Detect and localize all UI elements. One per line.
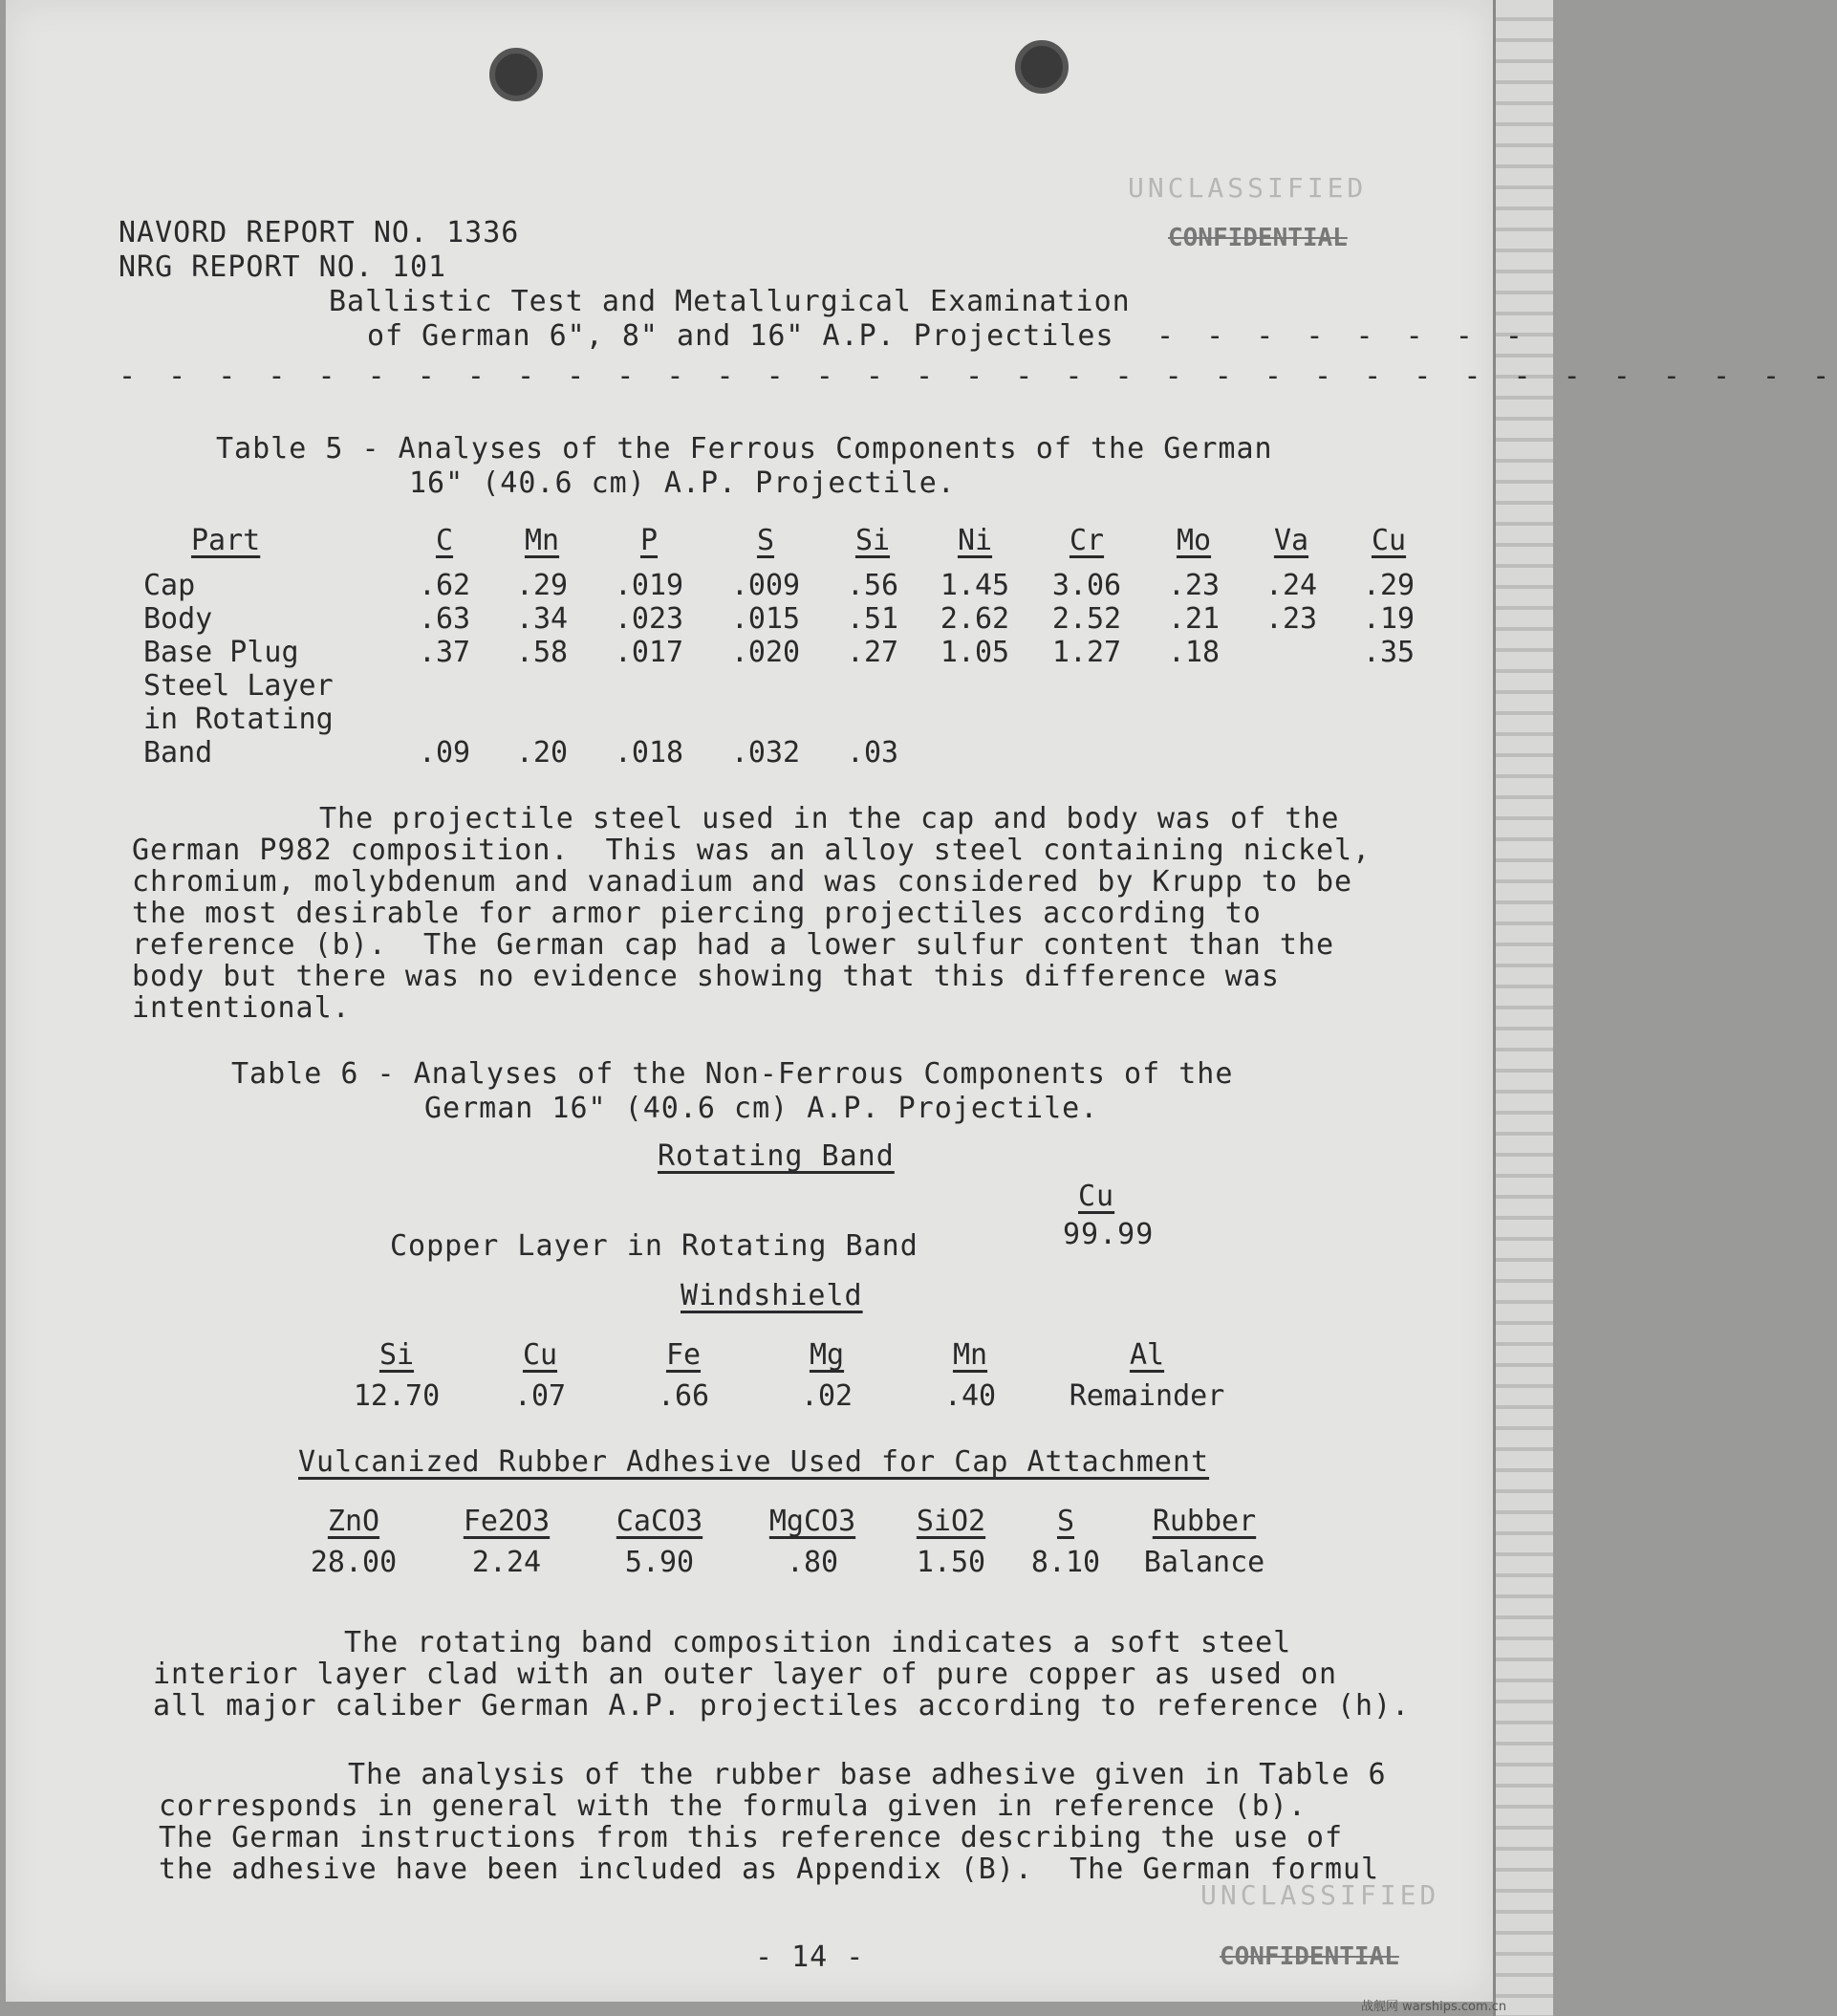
rotating-band-value: 99.99 — [1063, 1218, 1155, 1251]
table-row — [277, 1542, 1290, 1583]
cell: .20 — [515, 736, 569, 770]
cell: .56 — [846, 569, 899, 602]
cell: .09 — [418, 736, 471, 770]
dash-rule-right: - - - - - - - - — [1156, 319, 1530, 353]
column-header: Si — [378, 1338, 415, 1372]
column-header: Si — [854, 524, 891, 557]
column-header: P — [639, 524, 659, 557]
cell: .009 — [730, 569, 801, 602]
cell: .023 — [614, 602, 684, 636]
row-label: Base Plug — [143, 636, 299, 669]
cell: .015 — [730, 602, 801, 636]
rotating-band-column-cu: Cu — [1078, 1180, 1115, 1213]
table5-title-line1: Table 5 - Analyses of the Ferrous Components of the German — [216, 432, 1273, 466]
cell: 2.52 — [1051, 602, 1122, 636]
adhesive-table — [277, 1501, 1290, 1583]
cell: .23 — [1264, 602, 1318, 636]
paragraph-adhesive: The analysis of the rubber base adhesive given in Table 6 corresponds in general with the formula given in reference (b). The German instructions from this reference describing the use of the adhesive have been included as Appendix (B). The German formul — [159, 1758, 1387, 1886]
windshield-table — [325, 1334, 1252, 1417]
cell: .02 — [800, 1379, 854, 1413]
table-row — [143, 669, 1437, 703]
cell: .80 — [786, 1546, 839, 1579]
cell: 12.70 — [353, 1379, 441, 1413]
cell: 1.50 — [916, 1546, 986, 1579]
column-header: Mn — [524, 524, 560, 557]
cell: .35 — [1362, 636, 1416, 669]
cell: .017 — [614, 636, 684, 669]
table6-title-line2: German 16" (40.6 cm) A.P. Projectile. — [424, 1092, 1099, 1125]
binder-sleeve — [1493, 0, 1553, 2016]
rotating-band-label: Copper Layer in Rotating Band — [390, 1229, 918, 1263]
table5-title-line2: 16" (40.6 cm) A.P. Projectile. — [409, 466, 956, 500]
cell: .018 — [614, 736, 684, 770]
paragraph-rotating-band: The rotating band composition indicates a soft steel interior layer clad with an outer layer of pure copper as used on all major caliber German A.P. projectiles according to reference (h). — [153, 1626, 1411, 1723]
table-row — [143, 703, 1437, 736]
classification-stamp-faint: UNCLASSIFIED — [1200, 1879, 1440, 1911]
rotating-band-heading: Rotating Band — [658, 1139, 895, 1173]
cell: .18 — [1167, 636, 1221, 669]
column-header: Cu — [522, 1338, 558, 1372]
table-row — [143, 636, 1437, 669]
table-row — [143, 602, 1437, 636]
cell: .21 — [1167, 602, 1221, 636]
column-header: SiO2 — [916, 1505, 986, 1538]
punch-hole — [1015, 40, 1069, 94]
cell: .27 — [846, 636, 899, 669]
cell: .62 — [418, 569, 471, 602]
cell: .020 — [730, 636, 801, 669]
cell: .66 — [657, 1379, 710, 1413]
page-number: - 14 - — [755, 1940, 865, 1974]
row-label: Body — [143, 602, 213, 636]
column-header: Part — [191, 524, 261, 557]
cell: .019 — [614, 569, 684, 602]
column-header: Al — [1129, 1338, 1165, 1372]
cell: 1.27 — [1051, 636, 1122, 669]
adhesive-heading: Vulcanized Rubber Adhesive Used for Cap Attachment — [298, 1445, 1210, 1479]
classification-stamp: CONFIDENTIAL — [1168, 224, 1348, 252]
column-header: Ni — [957, 524, 993, 557]
punch-hole — [489, 48, 543, 101]
column-header: ZnO — [327, 1505, 380, 1538]
classification-stamp: CONFIDENTIAL — [1220, 1942, 1399, 1971]
cell: .40 — [943, 1379, 997, 1413]
cell: 2.62 — [940, 602, 1010, 636]
cell: .03 — [846, 736, 899, 770]
row-label: Cap — [143, 569, 196, 602]
table5-ferrous-analysis — [143, 524, 1437, 770]
cell: Remainder — [1069, 1379, 1225, 1413]
column-header: Mn — [952, 1338, 988, 1372]
column-header: Fe — [665, 1338, 702, 1372]
row-label: in Rotating — [143, 703, 334, 736]
column-header: Mo — [1176, 524, 1212, 557]
column-header: CaCO3 — [616, 1505, 703, 1538]
cell: .19 — [1362, 602, 1416, 636]
table-row — [143, 736, 1437, 770]
cell: .23 — [1167, 569, 1221, 602]
row-label: Steel Layer — [143, 669, 334, 703]
table-header-row — [325, 1334, 1252, 1376]
cell: .24 — [1264, 569, 1318, 602]
table-header-row — [277, 1501, 1290, 1542]
column-header: C — [435, 524, 454, 557]
cell: 2.24 — [471, 1546, 542, 1579]
column-header: Fe2O3 — [463, 1505, 551, 1538]
cell: .29 — [1362, 569, 1416, 602]
cell: 8.10 — [1030, 1546, 1101, 1579]
cell: 28.00 — [310, 1546, 398, 1579]
column-header: MgCO3 — [768, 1505, 856, 1538]
dash-rule: - - - - - - - - - - - - - - - - - - - - - - - - - - - - - - - - - - - — [119, 359, 1837, 393]
paragraph-steel-composition: The projectile steel used in the cap and body was of the German P982 composition. This was an alloy steel containing nickel, chromium, molybdenum and vanadium and was considered by Krupp to be the most desirable for armor piercing projectiles according to reference (b). The German cap had a lower sulfur content than the body but there was no evidence showing that this difference was intentional. — [132, 802, 1372, 1025]
report-title-line2: of German 6", 8" and 16" A.P. Projectiles — [367, 319, 1114, 353]
cell — [1243, 636, 1340, 669]
cell: Balance — [1143, 1546, 1265, 1579]
table-row — [325, 1376, 1252, 1417]
cell: .58 — [515, 636, 569, 669]
cell: .032 — [730, 736, 801, 770]
column-header: Cu — [1371, 524, 1407, 557]
table6-title-line1: Table 6 - Analyses of the Non-Ferrous Components of the — [231, 1057, 1234, 1091]
column-header: S — [756, 524, 775, 557]
cell: .34 — [515, 602, 569, 636]
table-header-row — [143, 524, 1437, 569]
cell: .29 — [515, 569, 569, 602]
windshield-heading: Windshield — [681, 1279, 863, 1312]
cell: .51 — [846, 602, 899, 636]
column-header: Cr — [1069, 524, 1105, 557]
cell: .37 — [418, 636, 471, 669]
table-row — [143, 569, 1437, 602]
column-header: Mg — [809, 1338, 845, 1372]
cell: .07 — [513, 1379, 567, 1413]
row-label: Band — [143, 736, 213, 770]
watermark: 战舰网 warships.com.cn — [1361, 2000, 1507, 2014]
cell: 3.06 — [1051, 569, 1122, 602]
column-header: Rubber — [1152, 1505, 1257, 1538]
cell: 5.90 — [624, 1546, 695, 1579]
report-number-1: NAVORD REPORT NO. 1336 — [119, 216, 520, 249]
cell: 1.05 — [940, 636, 1010, 669]
column-header: Va — [1273, 524, 1309, 557]
report-number-2: NRG REPORT NO. 101 — [119, 250, 447, 284]
classification-stamp-faint: UNCLASSIFIED — [1128, 172, 1368, 204]
report-title-line1: Ballistic Test and Metallurgical Examination — [329, 285, 1131, 318]
cell: 1.45 — [940, 569, 1010, 602]
cell: .63 — [418, 602, 471, 636]
column-header: S — [1056, 1505, 1075, 1538]
